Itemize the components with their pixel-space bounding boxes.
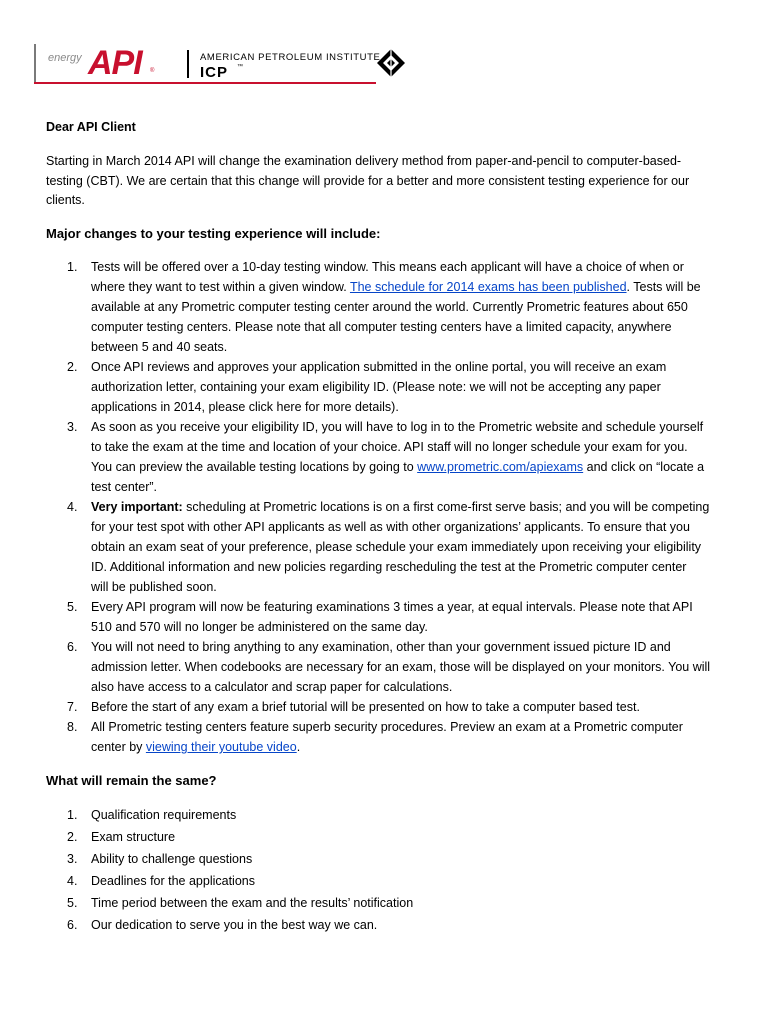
same-item-6-number: 6. (67, 918, 78, 932)
changes-item-1-line-2 (91, 277, 723, 297)
changes-item-1-line-4: computer testing centers. Please note that all computer testing centers have a limited capacity, anywhere (91, 320, 672, 334)
changes-item-4-line-2: for your test spot with other API applicants as well as with other organizations’ applicants. To ensure that you (91, 520, 690, 534)
same-item-6: Our dedication to serve you in the best way we can. (91, 918, 378, 932)
same-heading: What will remain the same? (46, 773, 217, 788)
changes-item-3-line-2: to take the exam at the time and location of your choice. API staff will no longer schedule your exam for you. (91, 440, 688, 454)
changes-item-6-number: 6. (67, 640, 78, 654)
changes-item-3-number: 3. (67, 420, 78, 434)
same-item-5-number: 5. (67, 896, 78, 910)
same-item-4-number: 4. (67, 874, 78, 888)
changes-item-5-line-2: 510 and 570 will no longer be administered on the same day. (91, 620, 428, 634)
very-important-label: Very important: (91, 500, 183, 514)
same-item-4: Deadlines for the applications (91, 874, 255, 888)
organization-name: AMERICAN PETROLEUM INSTITUTE (200, 52, 381, 63)
icp-diamond-icon (376, 48, 406, 78)
same-item-1-number: 1. (67, 808, 78, 822)
api-logo: API (88, 44, 142, 82)
same-item-3: Ability to challenge questions (91, 852, 253, 866)
changes-item-2-line-3: applications in 2014, please click here for more details). (91, 400, 399, 414)
changes-item-4-number: 4. (67, 500, 78, 514)
changes-item-7-number: 7. (67, 700, 78, 714)
changes-item-6-line-1: You will not need to bring anything to any examination, other than your government issued picture ID and (91, 640, 671, 654)
same-item-3-number: 3. (67, 852, 78, 866)
changes-item-2-line-2: authorization letter, containing your exam eligibility ID. (Please note: we will not be accepting any paper (91, 380, 661, 394)
changes-item-1-text: where they want to test within a given window. (91, 280, 350, 294)
changes-item-1-line-5: between 5 and 40 seats. (91, 340, 228, 354)
changes-item-4-line-3: obtain an exam seat of your preference, please schedule your exam immediately upon receiving your eligibility (91, 540, 702, 554)
same-item-1: Qualification requirements (91, 808, 237, 822)
intro-line-3: clients. (46, 193, 85, 207)
same-item-5: Time period between the exam and the results’ notification (91, 896, 414, 910)
registered-mark: ® (150, 68, 155, 74)
program-name: ICP (200, 64, 229, 81)
changes-item-4-line-4: ID. Additional information and new policies regarding rescheduling the test at the Prometric computer center (91, 560, 687, 574)
changes-item-4-text: scheduling at Prometric locations is on a first come-first serve basis; and you will be competing (182, 500, 710, 514)
changes-item-8-text-cont: . (296, 740, 301, 754)
changes-item-3-line-1: As soon as you receive your eligibility ID, you will have to log in to the Prometric website and schedule yourself (91, 420, 704, 434)
trademark-mark: ™ (237, 64, 243, 70)
changes-item-8-text: center by (91, 740, 146, 754)
changes-item-6-line-3: also have access to a calculator and scrap paper for calculations. (91, 680, 453, 694)
changes-item-2-line-1: Once API reviews and approves your application submitted in the online portal, you will receive an exam (91, 360, 667, 374)
same-item-2: Exam structure (91, 830, 176, 844)
same-item-2-number: 2. (67, 830, 78, 844)
salutation: Dear API Client (46, 120, 136, 134)
changes-item-1-line-3: available at any Prometric computer testing center around the world. Currently Prometric features about 650 (91, 300, 688, 314)
letterhead-left-rule (34, 44, 36, 82)
intro-line-2: testing (CBT). We are certain that this change will provide for a better and more consistent testing experience for our (46, 174, 690, 188)
changes-item-2-number: 2. (67, 360, 78, 374)
changes-item-5-line-1: Every API program will now be featuring examinations 3 times a year, at equal intervals. Please note that API (91, 600, 693, 614)
letterhead-underline (34, 82, 376, 84)
changes-item-3-text: You can preview the available testing locations by going to (91, 460, 418, 474)
changes-item-8-number: 8. (67, 720, 78, 734)
changes-item-3-line-4: test center”. (91, 480, 157, 494)
energy-wordmark: energy (48, 52, 82, 64)
changes-item-1-number: 1. (67, 260, 78, 274)
exam-schedule-link[interactable]: The schedule for 2014 exams has been published (349, 280, 627, 294)
letterhead (34, 44, 381, 84)
changes-item-3-line-3 (91, 457, 723, 477)
intro-line-1: Starting in March 2014 API will change the examination delivery method from paper-and-pencil to computer-based- (46, 154, 682, 168)
changes-item-4-line-1 (91, 497, 723, 517)
changes-item-7-line-1: Before the start of any exam a brief tutorial will be presented on how to take a computer based test. (91, 700, 640, 714)
changes-item-5-number: 5. (67, 600, 78, 614)
youtube-video-link[interactable]: viewing their youtube video (145, 740, 297, 754)
changes-item-6-line-2: admission letter. When codebooks are necessary for an exam, those will be displayed on your monitors. You will (91, 660, 711, 674)
changes-item-3-text-cont: and click on “locate a (583, 460, 705, 474)
changes-item-8-line-2 (91, 737, 723, 757)
changes-item-8-line-1: All Prometric testing centers feature superb security procedures. Preview an exam at a Prometric computer (91, 720, 683, 734)
changes-item-1-line-1: Tests will be offered over a 10-day testing window. This means each applicant will have a choice of when or (91, 260, 684, 274)
changes-heading: Major changes to your testing experience will include: (46, 226, 381, 241)
prometric-link[interactable]: www.prometric.com/apiexams (417, 460, 584, 474)
logo-separator (187, 50, 189, 78)
changes-item-1-text-cont: . Tests will be (626, 280, 701, 294)
changes-item-4-line-5: will be published soon. (91, 580, 217, 594)
